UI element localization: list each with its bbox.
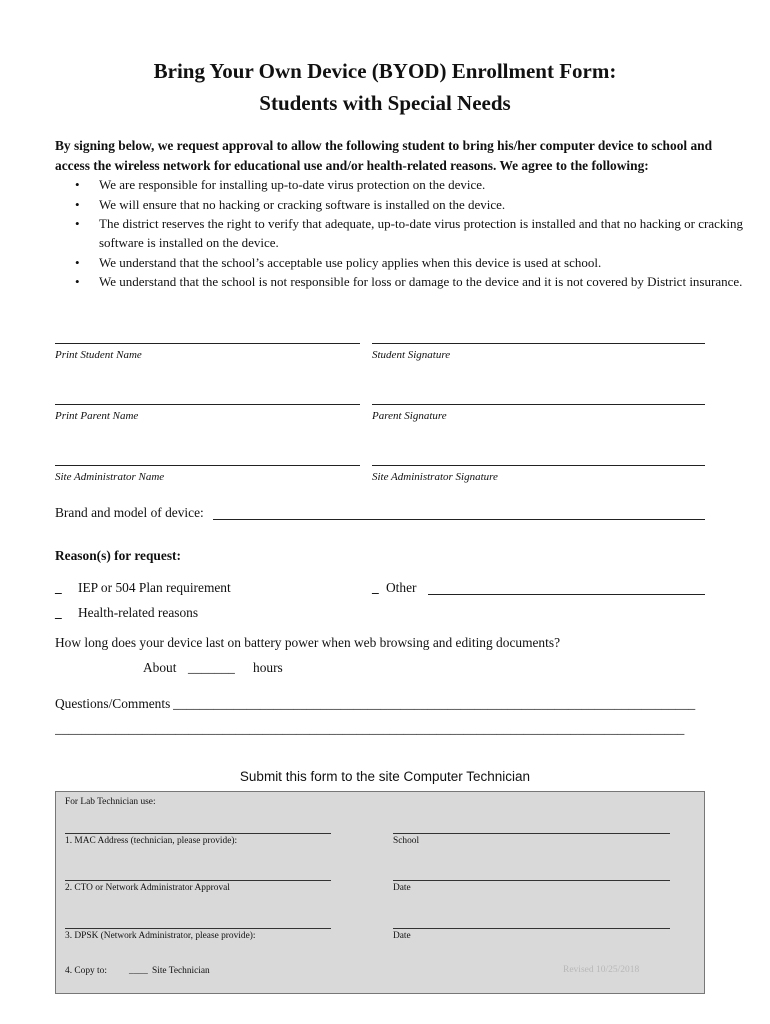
reasons-heading: Reason(s) for request: — [55, 548, 181, 563]
admin-signature-label: Site Administrator Signature — [372, 471, 498, 483]
agreement-item: • We are responsible for installing up-to-date virus protection on the device. — [99, 175, 759, 194]
comments-field-line1[interactable]: ______________________________________________________________________________ — [173, 696, 696, 711]
device-label: Brand and model of device: — [55, 505, 204, 520]
tech-header: For Lab Technician use: — [65, 797, 156, 807]
agreement-item: • We understand that the school’s acceptable use policy applies when this device is used at school. — [99, 253, 759, 272]
health-checkbox[interactable]: _ — [55, 605, 62, 620]
revised-date: Revised 10/25/2018 — [563, 965, 640, 975]
parent-signature-line[interactable] — [372, 404, 705, 405]
mac-address-line[interactable] — [65, 833, 331, 834]
technician-box — [55, 791, 705, 994]
agreement-item: • The district reserves the right to verify that adequate, up-to-date virus protection is installed and that no hacking or cracking software is installed on the device. — [99, 214, 759, 252]
copy-to-label: 4. Copy to: — [65, 966, 107, 976]
dpsk-label: 3. DPSK (Network Administrator, please provide): — [65, 931, 256, 941]
form-title-line1: Bring Your Own Device (BYOD) Enrollment Form: — [153, 59, 617, 83]
mac-address-label: 1. MAC Address (technician, please provide): — [65, 836, 238, 846]
health-label: Health-related reasons — [78, 605, 199, 620]
agreement-item: • We will ensure that no hacking or cracking software is installed on the device. — [99, 195, 759, 214]
parent-name-line[interactable] — [55, 404, 360, 405]
parent-name-label: Print Parent Name — [55, 410, 139, 422]
device-field[interactable] — [213, 505, 705, 520]
dpsk-line[interactable] — [65, 928, 331, 929]
iep-label: IEP or 504 Plan requirement — [78, 580, 231, 595]
other-field[interactable] — [428, 580, 705, 595]
other-label: Other — [386, 580, 417, 595]
admin-name-line[interactable] — [55, 465, 360, 466]
agreement-item: • We understand that the school is not responsible for loss or damage to the device and it is not covered by District insurance. — [99, 272, 759, 291]
submit-instruction: Submit this form to the site Computer Technician — [239, 769, 531, 784]
student-name-label: Print Student Name — [55, 349, 142, 361]
student-name-line[interactable] — [55, 343, 360, 344]
cto-approval-line[interactable] — [65, 880, 331, 881]
battery-hours-label: hours — [253, 660, 283, 675]
site-tech-checkbox[interactable]: ____ — [129, 966, 148, 976]
student-signature-label: Student Signature — [372, 349, 451, 361]
battery-about: About — [143, 660, 177, 675]
student-signature-line[interactable] — [372, 343, 705, 344]
cto-approval-label: 2. CTO or Network Administrator Approval — [65, 883, 230, 893]
comments-label: Questions/Comments — [55, 696, 171, 711]
admin-name-label: Site Administrator Name — [55, 471, 165, 483]
school-line[interactable] — [393, 833, 670, 834]
intro-paragraph: By signing below, we request approval to allow the following student to bring his/her computer device to school and access the wireless network for educational use and/or health-related reasons. We agree to the following: — [55, 138, 713, 173]
comments-field-line2[interactable]: ______________________________________________________________________________________________ — [55, 721, 685, 736]
other-checkbox[interactable]: _ — [372, 580, 379, 595]
battery-hours-field[interactable]: _______ — [188, 660, 235, 675]
site-tech-label: Site Technician — [152, 966, 210, 976]
iep-checkbox[interactable]: _ — [55, 580, 62, 595]
battery-question: How long does your device last on battery power when web browsing and editing documents? — [55, 635, 561, 650]
agreement-list — [55, 175, 759, 292]
date-label-2: Date — [393, 931, 411, 941]
date-line-1[interactable] — [393, 880, 670, 881]
admin-signature-line[interactable] — [372, 465, 705, 466]
school-label: School — [393, 836, 420, 846]
form-title-line2: Students with Special Needs — [259, 91, 511, 115]
parent-signature-label: Parent Signature — [372, 410, 447, 422]
date-label-1: Date — [393, 883, 411, 893]
date-line-2[interactable] — [393, 928, 670, 929]
